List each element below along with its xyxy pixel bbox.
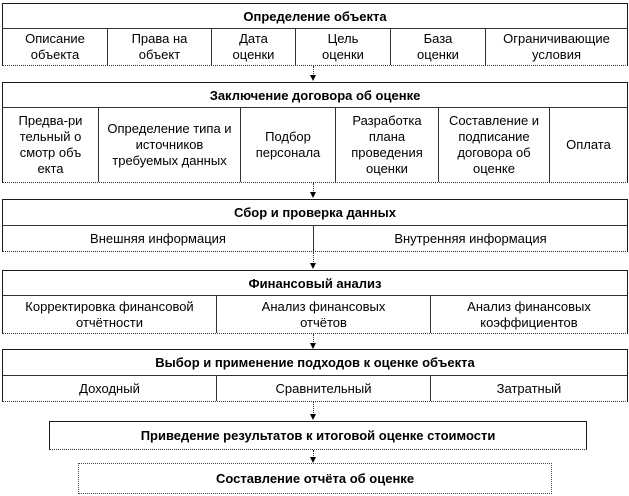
item-external-info: [3, 226, 314, 251]
item-label: Права на объект: [131, 31, 188, 62]
item-valuation-basis: [391, 29, 486, 65]
section-title: Приведение результатов к итоговой оценке стоимости: [140, 428, 496, 443]
item-ratio-analysis: [431, 296, 627, 333]
item-statement-adjustment: [3, 296, 217, 333]
item-valuation-date: [212, 29, 296, 65]
section-title: Заключение договора об оценке: [3, 83, 627, 108]
item-label: Описание объекта: [25, 31, 85, 62]
item-internal-info: [314, 226, 627, 251]
item-label: Внутренняя информация: [394, 230, 547, 246]
section-contract: [2, 82, 628, 183]
section-title: Финансовый анализ: [3, 271, 627, 296]
item-label: Сравнительный: [275, 380, 372, 396]
item-contract-signing: [439, 108, 550, 182]
item-label: Цель оценки: [322, 31, 364, 62]
item-label: База оценки: [417, 31, 459, 62]
item-cost-approach: [431, 376, 627, 401]
item-plan-development: [336, 108, 439, 182]
item-label: Ограничивающие условия: [503, 31, 610, 62]
section-title: Сбор и проверка данных: [3, 200, 627, 226]
item-label: Анализ финансовых отчётов: [261, 298, 386, 330]
section-financial-analysis: [2, 270, 628, 334]
item-label: Оплата: [566, 137, 611, 152]
item-label: Подбор персонала: [255, 129, 321, 160]
item-label: Определение типа и источников требуемых данных: [107, 121, 232, 168]
section-report: [78, 463, 552, 494]
item-label: Разработка плана проведения оценки: [351, 113, 423, 176]
section-reconciliation: [49, 421, 587, 450]
item-label: Затратный: [496, 380, 562, 396]
section-title: Определение объекта: [3, 4, 627, 29]
item-staff-selection: [241, 108, 336, 182]
section-approaches: [2, 349, 628, 402]
item-label: Доходный: [79, 380, 140, 396]
item-payment: [550, 108, 627, 182]
item-label: Составление и подписание договора об оценке: [448, 113, 540, 176]
section-data-collection: [2, 199, 628, 252]
item-object-rights: [108, 29, 212, 65]
item-object-description: [3, 29, 108, 65]
item-comparative-approach: [217, 376, 431, 401]
item-data-sources: [99, 108, 241, 182]
item-label: Предва-рительный осмотр объекта: [18, 113, 83, 176]
section-title: Составление отчёта об оценке: [215, 471, 415, 486]
section-title: Выбор и применение подходов к оценке объекта: [3, 350, 627, 376]
item-income-approach: [3, 376, 217, 401]
item-limiting-conditions: [486, 29, 627, 65]
item-label: Дата оценки: [232, 31, 275, 62]
item-label: Внешняя информация: [90, 230, 226, 246]
item-label: Анализ финансовых коэффициентов: [467, 298, 591, 330]
item-valuation-purpose: [296, 29, 391, 65]
section-object-definition: [2, 3, 628, 66]
item-label: Корректировка финансовой отчётности: [25, 298, 194, 330]
item-statement-analysis: [217, 296, 431, 333]
item-preliminary-inspection: [3, 108, 99, 182]
